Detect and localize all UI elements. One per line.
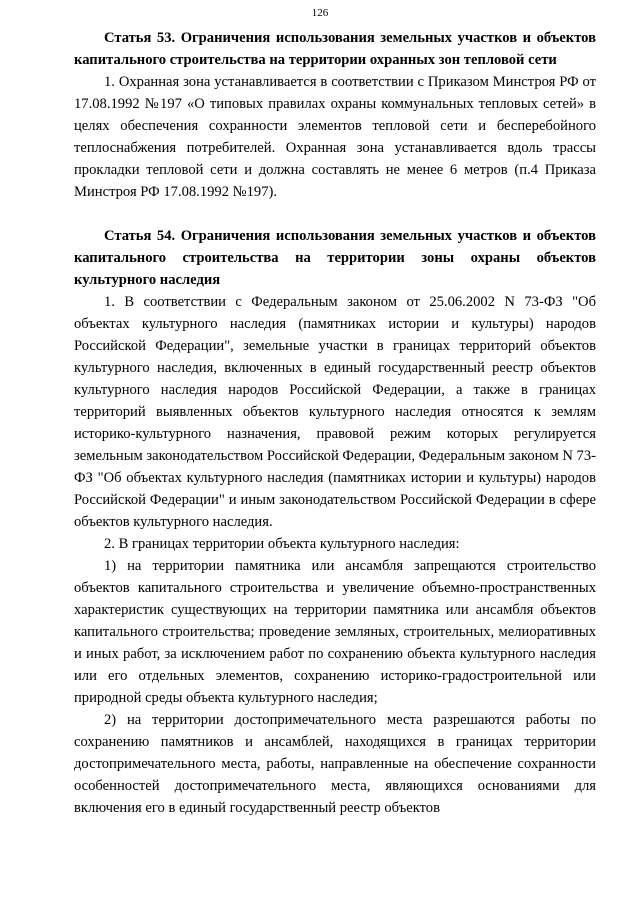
- section-spacer: [74, 203, 596, 225]
- article-54-paragraph-2: 2. В границах территории объекта культурного наследия:: [104, 536, 460, 552]
- article-54: [74, 225, 596, 819]
- article-54-item-1: 1) на территории памятника или ансамбля запрещаются строительство объектов капитального строительства и увеличение объемно-пространственных характеристик существующих на территории памятника или ансамбля объектов капитального строительства; проведение земляных, строительных, мелиоративных и иных работ, за исключением работ по сохранению объекта культурного наследия или его отдельных элементов, сохранению историко-градостроительной или природной среды объекта культурного наследия;: [74, 558, 596, 706]
- article-54-paragraph-1: 1. В соответствии с Федеральным законом от 25.06.2002 N 73-ФЗ "Об объектах культурного наследия (памятниках истории и культуры) народов Российской Федерации", земельные участки в границах территорий объектов культурного наследия, включенных в единый государственный реестр объектов культурного наследия народов Российской Федерации, а также в границах территорий выявленных объектов культурного наследия относятся к землям историко-культурного назначения, правовой режим которых регулируется земельным законодательством Российской Федерации, Федеральным законом N 73-ФЗ "Об объектах культурного наследия (памятниках истории и культуры) народов Российской Федерации" и иным законодательством Российской Федерации в сфере объектов культурного наследия.: [74, 294, 596, 530]
- article-53: [74, 27, 596, 203]
- article-53-paragraph-1: 1. Охранная зона устанавливается в соответствии с Приказом Минстроя РФ от 17.08.1992 №197 «О типовых правилах охраны коммунальных тепловых сетей» в целях обеспечения сохранности элементов тепловой сети и бесперебойного теплоснабжения потребителей. Охранная зона устанавливается вдоль трассы прокладки тепловой сети и должна составлять не менее 6 метров (п.4 Приказа Минстроя РФ 17.08.1992 №197).: [74, 74, 596, 200]
- article-54-heading: Статья 54. Ограничения использования земельных участков и объектов капитального строительства на территории зоны охраны объектов культурного наследия: [74, 228, 596, 288]
- article-54-item-2: 2) на территории достопримечательного места разрешаются работы по сохранению памятников и ансамблей, находящихся в границах территории достопримечательного места, работы, направленные на обеспечение сохранности особенностей достопримечательного места, являющихся основаниями для включения его в единый государственный реестр объектов: [74, 712, 596, 816]
- page-number: 126: [311, 7, 329, 19]
- article-53-heading: Статья 53. Ограничения использования земельных участков и объектов капитального строительства на территории охранных зон тепловой сети: [74, 30, 596, 68]
- document-body: [74, 27, 596, 819]
